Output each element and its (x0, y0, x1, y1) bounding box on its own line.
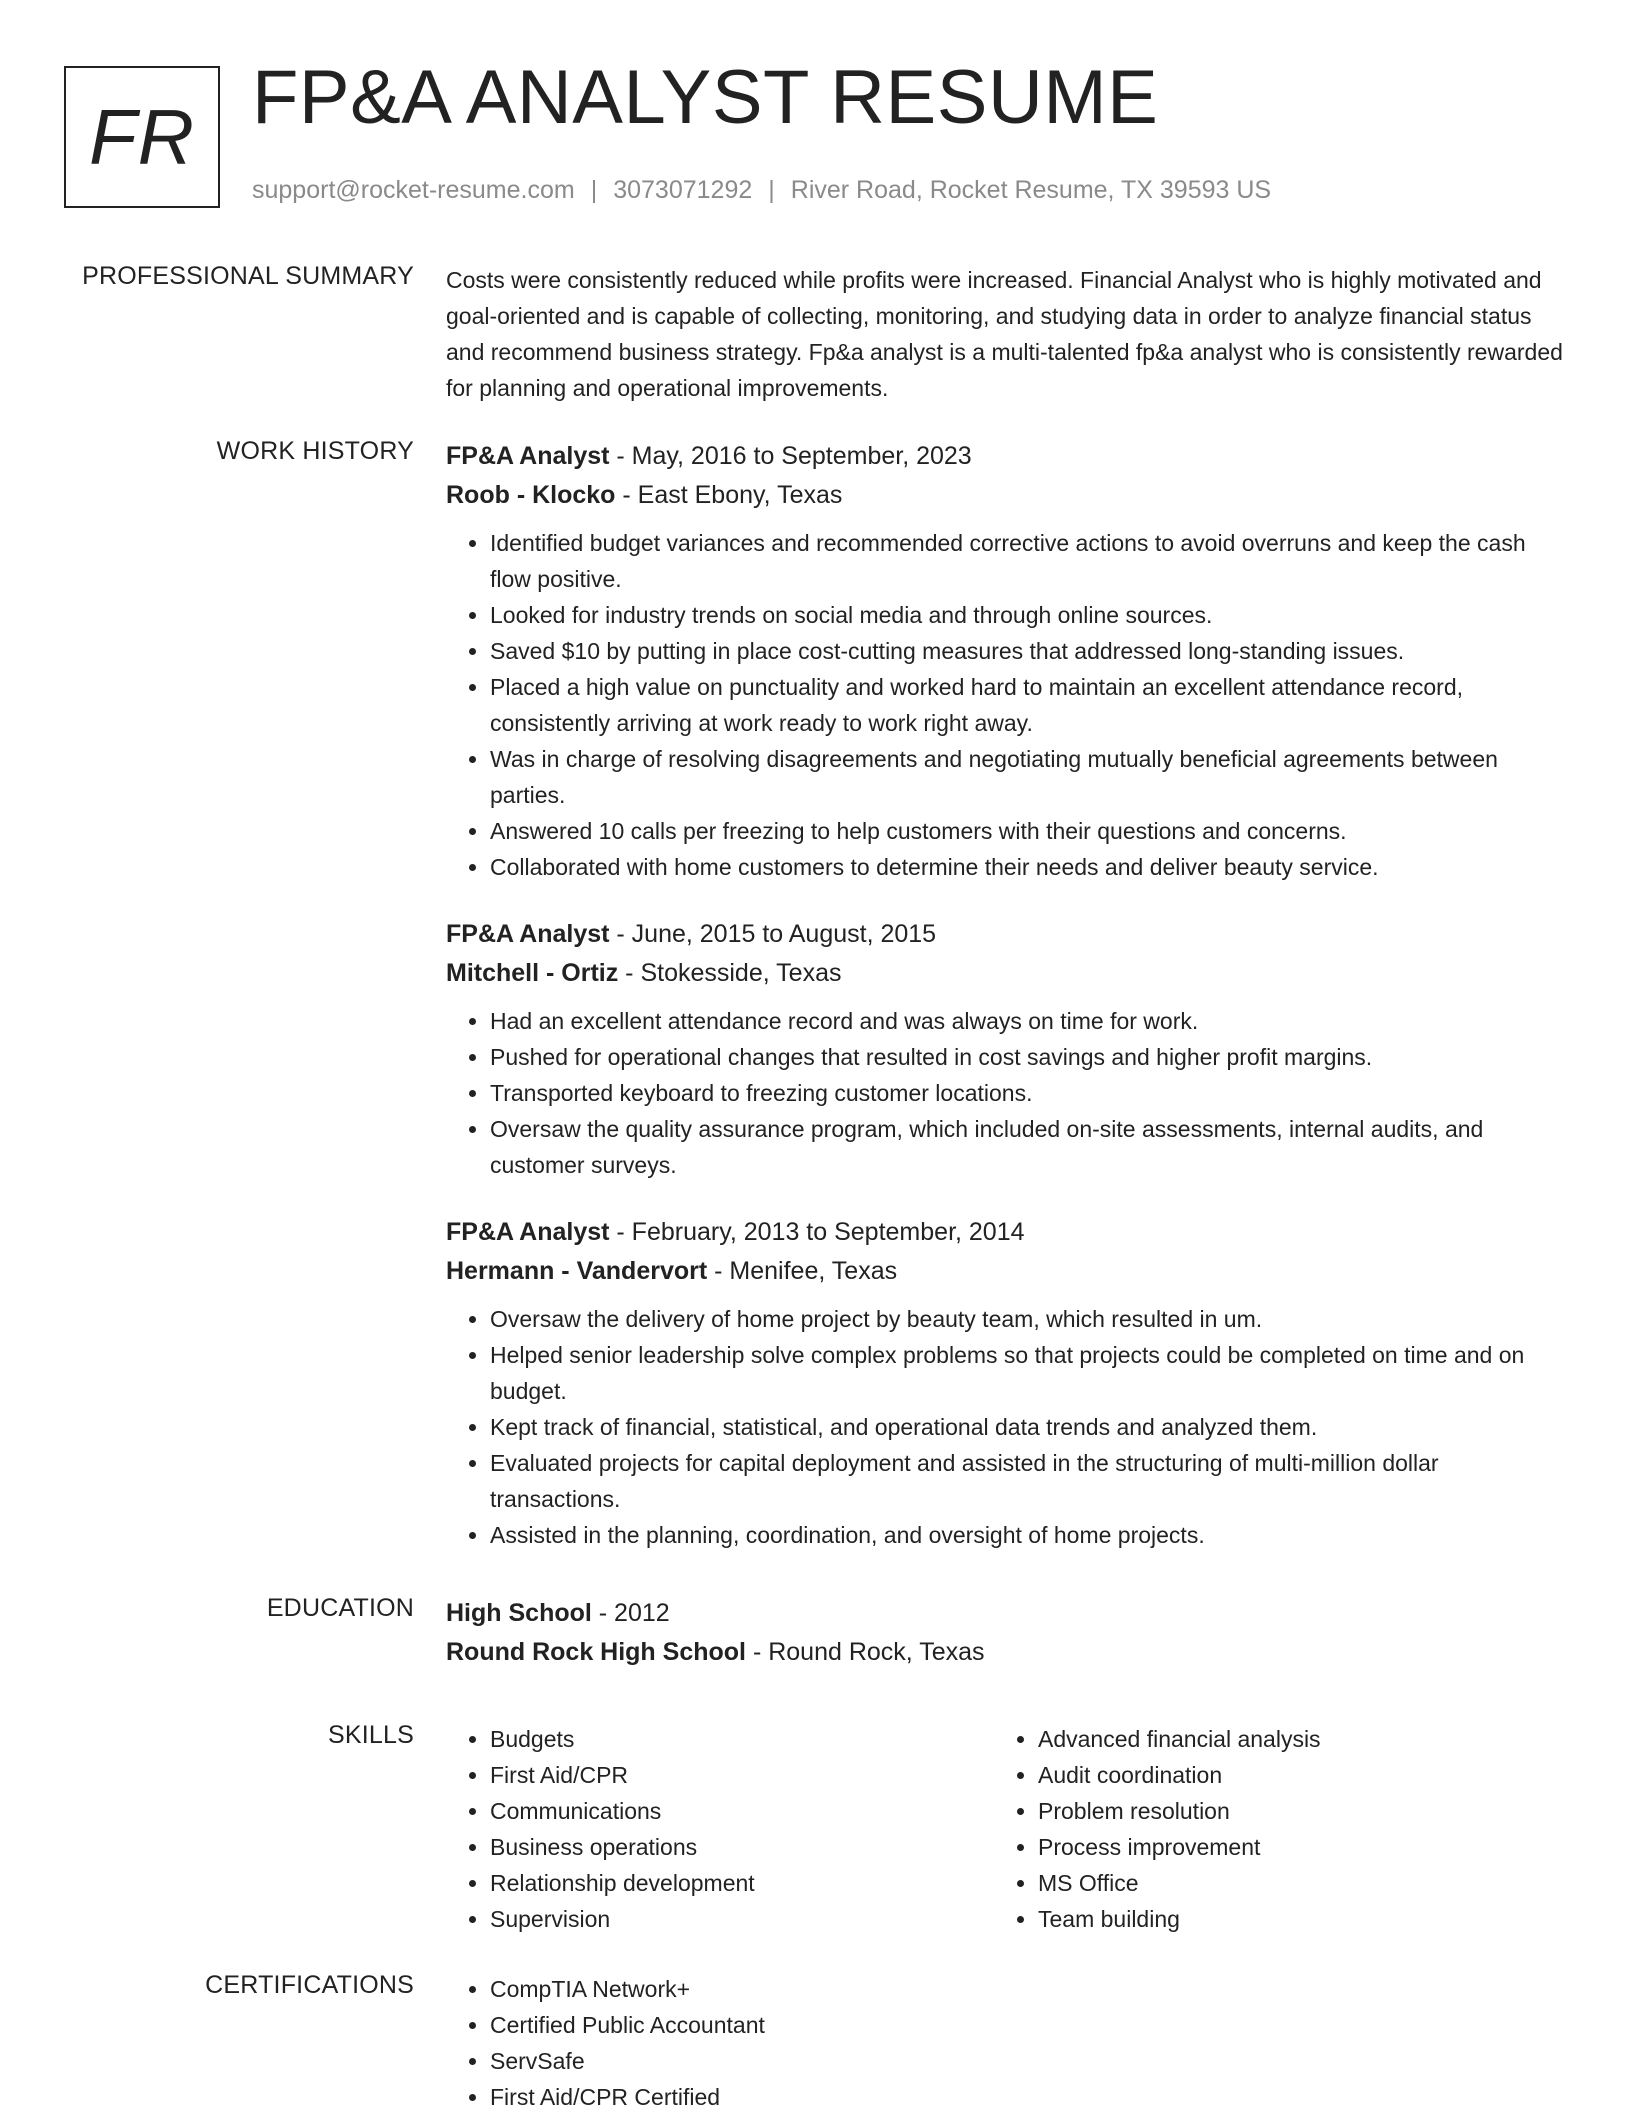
job-entry (446, 1213, 1566, 1553)
job-bullets (446, 1003, 1566, 1183)
job-title-line (446, 437, 1566, 476)
certification-item: • Certified Public Accountant (490, 2007, 1566, 2043)
job-entry (446, 437, 1566, 885)
job-bullets (446, 1301, 1566, 1553)
job-title-line (446, 915, 1566, 954)
job-bullet: • Identified budget variances and recommended corrective actions to avoid overruns and keep the cash flow positive. (490, 525, 1566, 597)
job-bullet: • Looked for industry trends on social media and through online sources. (490, 597, 1566, 633)
certifications-body (446, 1971, 1566, 2115)
skill-item: • First Aid/CPR (490, 1757, 994, 1793)
skill-item: • Problem resolution (1038, 1793, 1542, 1829)
education-school: Round Rock High School (446, 1638, 746, 1666)
certification-item: • ServSafe (490, 2043, 1566, 2079)
education-location: - Round Rock, Texas (746, 1638, 985, 1666)
education-year: - 2012 (591, 1599, 670, 1627)
contact-address: River Road, Rocket Resume, TX 39593 US (790, 176, 1272, 204)
job-bullet: • Helped senior leadership solve complex problems so that projects could be completed on time and on budget. (490, 1337, 1566, 1409)
job-location: - Menifee, Texas (707, 1257, 898, 1285)
job-company-line (446, 476, 1566, 515)
contact-separator: | (590, 176, 598, 204)
skill-item: • Supervision (490, 1901, 994, 1937)
page-title: FP&A ANALYST RESUME (252, 55, 1159, 140)
job-bullets (446, 525, 1566, 885)
job-bullet: • Oversaw the delivery of home project by beauty team, which resulted in um. (490, 1301, 1566, 1337)
job-company: Hermann - Vandervort (446, 1257, 708, 1285)
skills-list-left (446, 1721, 994, 1937)
skill-item: • Advanced financial analysis (1038, 1721, 1542, 1757)
section-label-skills: SKILLS (328, 1721, 414, 1749)
job-bullet: • Evaluated projects for capital deployment and assisted in the structuring of multi-million dollar transactions. (490, 1445, 1566, 1517)
contact-phone: 3073071292 (613, 176, 753, 204)
skill-item: • Team building (1038, 1901, 1542, 1937)
contact-separator: | (768, 176, 775, 204)
job-bullet: • Collaborated with home customers to determine their needs and deliver beauty service. (490, 849, 1566, 885)
skills-body (446, 1721, 1566, 1937)
job-bullet: • Kept track of financial, statistical, and operational data trends and analyzed them. (490, 1409, 1566, 1445)
skills-list-right (994, 1721, 1542, 1937)
job-bullet: • Had an excellent attendance record and was always on time for work. (490, 1003, 1566, 1039)
job-bullet: • Assisted in the planning, coordination, and oversight of home projects. (490, 1517, 1566, 1553)
job-bullet: • Oversaw the quality assurance program, which included on-site assessments, internal audits, and customer surveys. (490, 1111, 1566, 1183)
skill-item: • MS Office (1038, 1865, 1542, 1901)
job-bullet: • Pushed for operational changes that resulted in cost savings and higher profit margins. (490, 1039, 1566, 1075)
monogram-badge: FR (64, 66, 220, 208)
job-bullet: • Saved $10 by putting in place cost-cutting measures that addressed long-standing issues. (490, 633, 1566, 669)
job-company-line (446, 954, 1566, 993)
job-entry (446, 915, 1566, 1183)
certification-item: • CompTIA Network+ (490, 1971, 1566, 2007)
contact-line (252, 176, 1271, 205)
education-degree: High School (446, 1599, 592, 1627)
job-title: FP&A Analyst (446, 1218, 610, 1246)
job-location: - East Ebony, Texas (615, 481, 843, 509)
section-label-summary: PROFESSIONAL SUMMARY (82, 262, 414, 290)
skill-item: • Process improvement (1038, 1829, 1542, 1865)
job-title-line (446, 1213, 1566, 1252)
job-company: Roob - Klocko (446, 481, 616, 509)
job-company: Mitchell - Ortiz (446, 959, 619, 987)
skill-item: • Communications (490, 1793, 994, 1829)
section-label-work-history: WORK HISTORY (216, 437, 414, 465)
work-history-body (446, 437, 1566, 1553)
job-bullet: • Transported keyboard to freezing customer locations. (490, 1075, 1566, 1111)
summary-text: Costs were consistently reduced while profits were increased. Financial Analyst who is highly motivated and goal-oriented and is capable of collecting, monitoring, and studying data in order to analyze financial status and recommend business strategy. Fp&a analyst is a multi-talented fp&a analyst who is consistently rewarded for planning and operational improvements. (446, 267, 1563, 401)
contact-email: support@rocket-resume.com (252, 176, 575, 204)
certifications-list (446, 1971, 1566, 2115)
skill-item: • Business operations (490, 1829, 994, 1865)
education-body (446, 1594, 1566, 1672)
job-bullet: • Placed a high value on punctuality and worked hard to maintain an excellent attendance record, consistently arriving at work ready to work right away. (490, 669, 1566, 741)
job-company-line (446, 1252, 1566, 1291)
section-label-education: EDUCATION (266, 1594, 414, 1622)
education-school-line (446, 1633, 1566, 1672)
job-bullet: • Answered 10 calls per freezing to help customers with their questions and concerns. (490, 813, 1566, 849)
job-dates: - February, 2013 to September, 2014 (609, 1218, 1025, 1246)
skill-item: • Relationship development (490, 1865, 994, 1901)
job-bullet: • Was in charge of resolving disagreements and negotiating mutually beneficial agreements between parties. (490, 741, 1566, 813)
job-location: - Stokesside, Texas (618, 959, 842, 987)
job-dates: - June, 2015 to August, 2015 (609, 920, 937, 948)
job-title: FP&A Analyst (446, 920, 610, 948)
certification-item: • First Aid/CPR Certified (490, 2079, 1566, 2115)
job-dates: - May, 2016 to September, 2023 (609, 442, 972, 470)
job-title: FP&A Analyst (446, 442, 610, 470)
skill-item: • Budgets (490, 1721, 994, 1757)
education-degree-line (446, 1594, 1566, 1633)
section-label-certifications: CERTIFICATIONS (205, 1971, 414, 1999)
skill-item: • Audit coordination (1038, 1757, 1542, 1793)
